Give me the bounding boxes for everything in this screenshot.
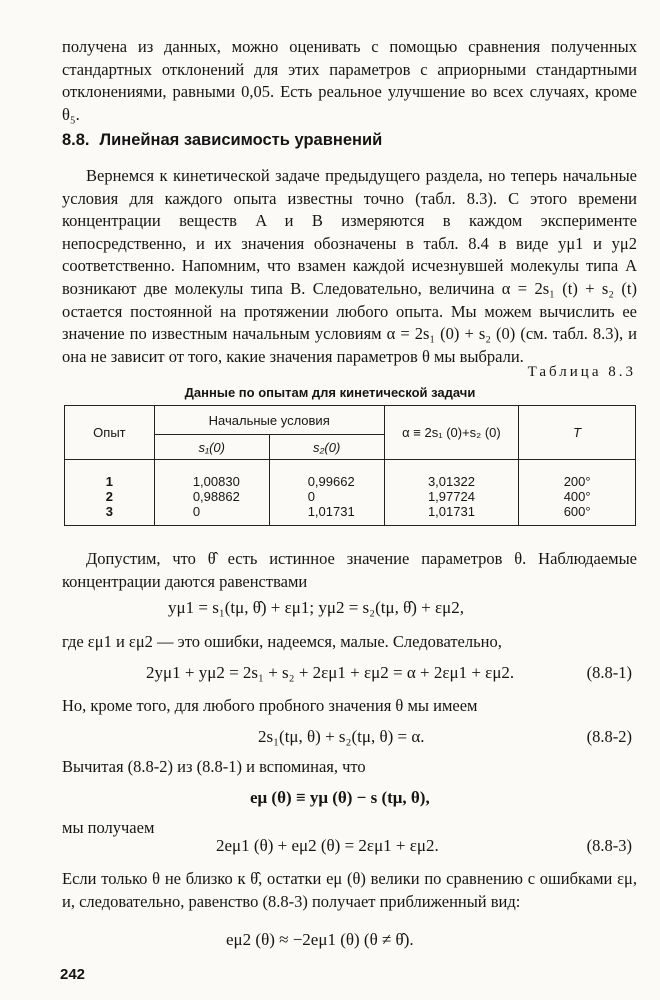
header-alpha: α ≡ 2s₁ (0)+s₂ (0): [384, 406, 519, 460]
text-subtract: Вычитая (8.8-2) из (8.8-1) и вспоминая, что: [62, 757, 366, 776]
text-trial: Но, кроме того, для любого пробного значения θ мы имеем: [62, 696, 478, 715]
section-heading: [62, 131, 382, 150]
section-number: 8.8.: [62, 131, 90, 149]
table-row: 3 0 1,01731 1,01731 600°: [65, 504, 636, 526]
equation-number-3: (8.8-3): [586, 836, 632, 855]
header-s2: s₂(0): [269, 435, 384, 460]
page-number: 242: [60, 966, 86, 983]
equation-8-8-1: 2yμ1 + yμ2 = 2s₁ + s₂ + 2εμ1 + εμ2 = α + 2εμ1 + εμ2.: [146, 663, 515, 682]
table-label: Таблица 8.3: [527, 364, 636, 380]
equation-8-8-2: 2s₁(tμ, θ) + s₂(tμ, θ) = α.: [258, 727, 425, 746]
data-table: [64, 405, 636, 526]
header-s1: s₁(0): [154, 435, 269, 460]
header-T: T: [519, 406, 636, 460]
equation-residual: eμ (θ) ≡ yμ (θ) − s (tμ, θ),: [250, 788, 430, 807]
table-row: 1 1,00830 0,99662 3,01322 200°: [65, 460, 636, 490]
equation-final: eμ2 (θ) ≈ −2eμ1 (θ) (θ ≠ θ̂).: [226, 930, 414, 949]
table-title: Данные по опытам для кинетической задачи: [184, 385, 476, 400]
table-row: 2 0,98862 0 1,97724 400°: [65, 489, 636, 504]
equation-number-1: (8.8-1): [586, 663, 632, 682]
text-final: Если только θ не близко к θ̂, остатки eμ (θ) велики по сравнению с ошибками εμ, и, следовательно, равенство (8.8-3) получает приближенный вид:: [62, 869, 637, 911]
equation-number-2: (8.8-2): [586, 727, 632, 746]
text-assume: Допустим, что θ̂ есть истинное значение параметров θ. Наблюдаемые концентрации даются равенствами: [62, 549, 637, 591]
header-experiment: Опыт: [65, 406, 155, 460]
paragraph-main: Вернемся к кинетической задаче предыдущего раздела, но теперь начальные условия для каждого опыта известны точно (табл. 8.3). С этого времени концентрации веществ A и B измеряются в каждом эксперименте непосредственно, и их значения обозначены в табл. 8.4 в виде yμ1 и yμ2 соответственно. Напомним, что взамен каждой исчезнувшей молекулы типа A возникают две молекулы типа B. Следовательно, величина α = 2s₁ (t) + s₂ (t) остается постоянной на протяжении любого опыта. Мы можем вычислить ее значение по известным начальным условиям α = 2s₁ (0) + s₂ (0) (см. табл. 8.3), и она не зависит от того, какие значения параметров θ мы выбрали.: [62, 166, 637, 366]
text-errors: где εμ1 и εμ2 — это ошибки, надеемся, малые. Следовательно,: [62, 632, 502, 651]
text-get: мы получаем: [62, 818, 155, 837]
paragraph-top: получена из данных, можно оценивать с помощью сравнения полученных стандартных отклонений для этих параметров с априорными стандартными отклонениями, равными 0,05. Есть реальное улучшение во всех случаях, кроме θ₅.: [62, 37, 637, 124]
equation-8-8-3: 2eμ1 (θ) + eμ2 (θ) = 2εμ1 + εμ2.: [216, 836, 439, 855]
equation-observations: yμ1 = s₁(tμ, θ̂) + εμ1; yμ2 = s₂(tμ, θ̂) + εμ2,: [168, 598, 464, 617]
section-title: Линейная зависимость уравнений: [99, 131, 383, 149]
header-initial: Начальные условия: [154, 406, 384, 435]
